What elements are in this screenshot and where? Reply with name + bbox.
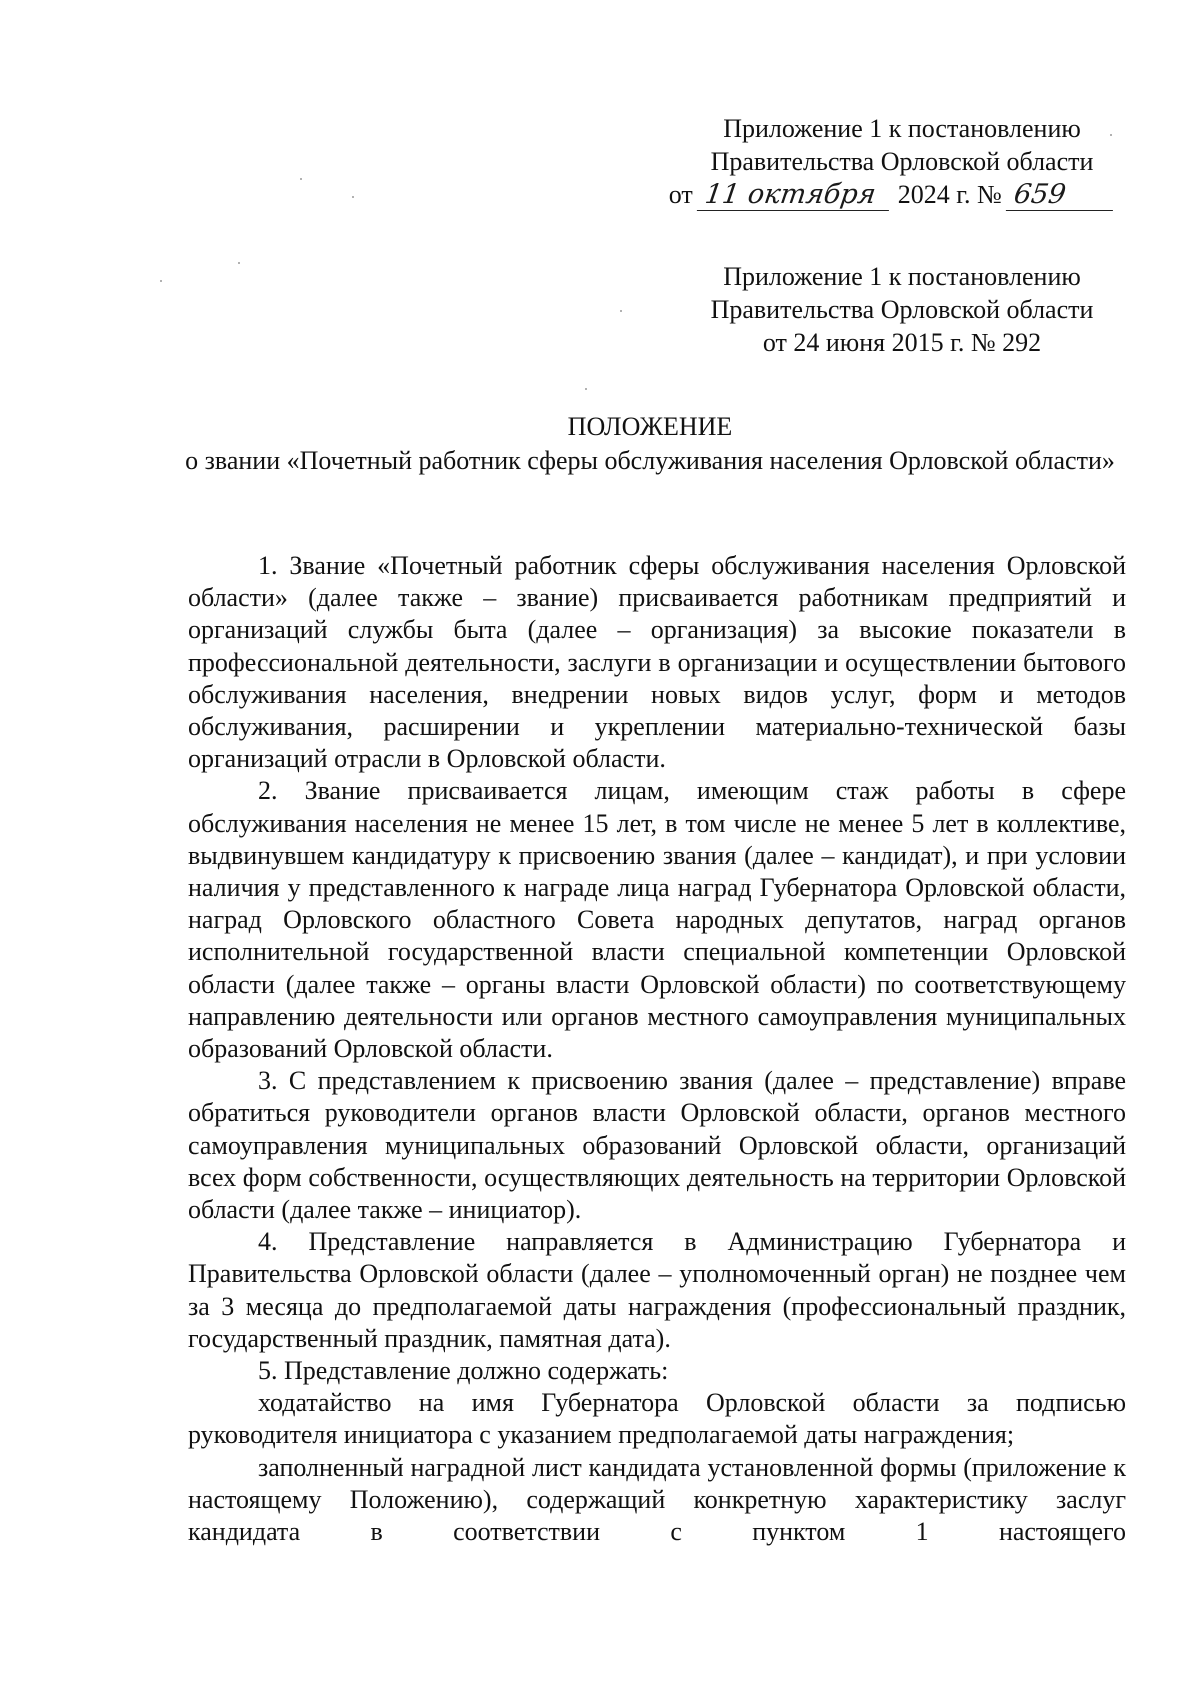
appendix-line: Приложение 1 к постановлению xyxy=(723,114,1081,143)
body-paragraph: ходатайство на имя Губернатора Орловской области за подписью руководителя инициатора с указанием предполагаемой даты награждения; xyxy=(188,1388,1126,1450)
year-number-label: 2024 г. № xyxy=(897,180,1002,209)
scan-speck xyxy=(300,178,302,180)
appendix-caption-new xyxy=(668,112,1132,211)
appendix-line: Правительства Орловской области xyxy=(710,147,1094,176)
handwritten-date: 11 октября xyxy=(697,180,893,211)
appendix-line: Правительства Орловской области xyxy=(710,295,1094,324)
scan-speck xyxy=(585,388,587,390)
body-paragraph: 5. Представление должно содержать: xyxy=(258,1356,669,1386)
document-title-block xyxy=(180,410,1120,478)
appendix-line: от 24 июня 2015 г. № 292 xyxy=(762,328,1042,357)
document-subtitle: о звании «Почетный работник сферы обслуживания населения Орловской области» xyxy=(185,446,1115,475)
body-paragraph: 3. С представлением к присвоению звания (далее – представление) вправе обратиться руководители органов власти Орловской области, органов местного самоуправления муниципальных образований Орловской области, организаций всех форм собственности, осуществляющих деятельность на территории Орловской области (далее также – инициатор). xyxy=(188,1066,1126,1225)
appendix-caption-old xyxy=(672,260,1132,359)
date-prefix: от xyxy=(668,180,693,209)
body-paragraph: 4. Представление направляется в Администрацию Губернатора и Правительства Орловской области (далее – уполномоченный орган) не позднее чем за 3 месяца до предполагаемой даты награждения (профессиональный праздник, государственный праздник, памятная дата). xyxy=(188,1227,1126,1353)
scan-speck xyxy=(160,280,162,282)
body-paragraph: заполненный наградной лист кандидата установленной формы (приложение к настоящему Положению), содержащий конкретную характеристику заслуг кандидата в соответствии с пунктом 1 настоящего xyxy=(188,1452,1126,1547)
document-body xyxy=(188,550,1126,1548)
scan-speck xyxy=(238,262,240,264)
document-heading: ПОЛОЖЕНИЕ xyxy=(567,412,733,441)
scan-speck xyxy=(352,196,354,198)
body-paragraph: 2. Звание присваивается лицам, имеющим стаж работы в сфере обслуживания населения не менее 15 лет, в том числе не менее 5 лет в коллективе, выдвинувшем кандидатуру к присвоению звания (далее – кандидат), и при условии наличия у представленного к награде лица наград Губернатора Орловской области, наград Орловского областного Совета народных депутатов, наград органов исполнительной государственной власти специальной компетенции Орловской области (далее также – органы власти Орловской области) по соответствующему направлению деятельности или органов местного самоуправления муниципальных образований Орловской области. xyxy=(188,776,1126,1064)
appendix-date-line xyxy=(652,178,1132,211)
scan-speck xyxy=(620,310,622,312)
handwritten-number: 659 xyxy=(1006,180,1117,211)
appendix-line: Приложение 1 к постановлению xyxy=(723,262,1081,291)
body-paragraph: 1. Звание «Почетный работник сферы обслуживания населения Орловской области» (далее также – звание) присваивается работникам предприятий и организаций службы быта (далее – организация) за высокие показатели в профессиональной деятельности, заслуги в организации и осуществлении бытового обслуживания населения, внедрении новых видов услуг, форм и методов обслуживания, расширении и укреплении материально-технической базы организаций отрасли в Орловской области. xyxy=(188,551,1126,774)
